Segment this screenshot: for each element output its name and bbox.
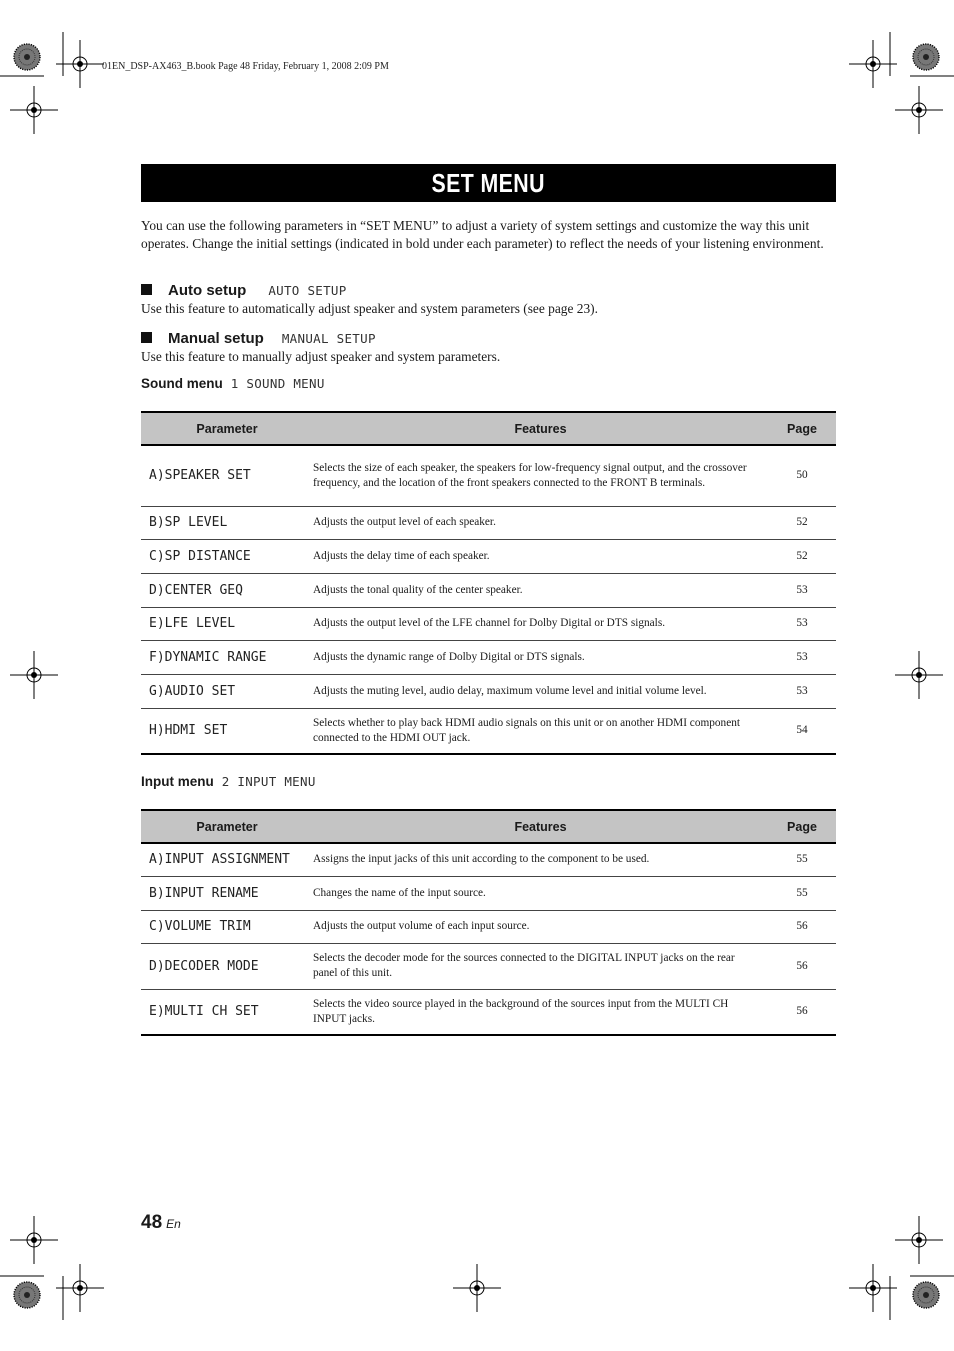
parameter-cell: A)INPUT ASSIGNMENT: [141, 843, 313, 876]
table-row: [141, 640, 836, 674]
parameter-cell: D)CENTER GEQ: [141, 573, 313, 607]
registration-target-icon: [913, 44, 939, 70]
header-page: Page: [768, 810, 836, 843]
registration-target-icon: [14, 44, 40, 70]
page-cell: 55: [768, 876, 836, 910]
sound-menu-title: Sound menu: [141, 376, 223, 391]
auto-setup-heading: [141, 282, 347, 299]
page-number-value: 48: [141, 1212, 163, 1233]
parameter-cell: D)DECODER MODE: [141, 943, 313, 989]
parameter-cell: A)SPEAKER SET: [141, 445, 313, 506]
table-header-row: [141, 810, 836, 843]
table-row: [141, 539, 836, 573]
features-cell: Adjusts the tonal quality of the center speaker.: [313, 573, 768, 607]
sound-menu-heading: [141, 376, 325, 391]
page-cell: 53: [768, 573, 836, 607]
input-menu-table: [141, 809, 836, 1036]
parameter-cell: F)DYNAMIC RANGE: [141, 640, 313, 674]
parameter-cell: H)HDMI SET: [141, 708, 313, 754]
page-cell: 56: [768, 910, 836, 943]
header-parameter: Parameter: [141, 412, 313, 445]
header-features: Features: [313, 810, 768, 843]
page-number: [141, 1212, 181, 1234]
page-cell: 52: [768, 539, 836, 573]
parameter-cell: E)LFE LEVEL: [141, 607, 313, 640]
parameter-cell: C)VOLUME TRIM: [141, 910, 313, 943]
crosshair-icon: [10, 86, 58, 134]
crosshair-icon: [10, 651, 58, 699]
page-cell: 54: [768, 708, 836, 754]
manual-setup-title: Manual setup: [168, 330, 264, 347]
crosshair-icon: [453, 1264, 501, 1312]
page-cell: 53: [768, 640, 836, 674]
features-cell: Adjusts the dynamic range of Dolby Digital or DTS signals.: [313, 640, 768, 674]
features-cell: Adjusts the muting level, audio delay, maximum volume level and initial volume level.: [313, 674, 768, 708]
manual-setup-text: Use this feature to manually adjust speaker and system parameters.: [141, 349, 501, 364]
manual-setup-display: MANUAL SETUP: [281, 331, 376, 346]
crosshair-icon: [895, 1216, 943, 1264]
parameter-cell: B)INPUT RENAME: [141, 876, 313, 910]
input-menu-heading: [141, 774, 316, 789]
page-language: En: [166, 1217, 181, 1231]
table-row: [141, 843, 836, 876]
table-row: [141, 674, 836, 708]
registration-target-icon: [913, 1282, 939, 1308]
page-cell: 52: [768, 506, 836, 539]
page-cell: 53: [768, 607, 836, 640]
features-cell: Adjusts the output level of the LFE channel for Dolby Digital or DTS signals.: [313, 607, 768, 640]
features-cell: Adjusts the output level of each speaker.: [313, 506, 768, 539]
square-bullet-icon: [141, 284, 152, 295]
page-cell: 56: [768, 989, 836, 1035]
header-page: Page: [768, 412, 836, 445]
book-info-header: 01EN_DSP-AX463_B.book Page 48 Friday, February 1, 2008 2:09 PM: [102, 61, 389, 72]
features-cell: Selects whether to play back HDMI audio signals on this unit or on another HDMI component connected to the HDMI OUT jack.: [313, 708, 768, 754]
table-row: [141, 876, 836, 910]
table-header-row: [141, 412, 836, 445]
registration-target-icon: [14, 1282, 40, 1308]
page-title: [141, 164, 836, 202]
manual-setup-heading: [141, 330, 376, 347]
parameter-cell: C)SP DISTANCE: [141, 539, 313, 573]
crosshair-icon: [10, 1216, 58, 1264]
table-row: [141, 943, 836, 989]
table-row: [141, 708, 836, 754]
intro-paragraph: You can use the following parameters in “SET MENU” to adjust a variety of system settings and customize the way this unit operates. Change the initial settings (indicated in bold under each parameter) to reflect the needs of your listening environment.: [141, 218, 824, 251]
header-features: Features: [313, 412, 768, 445]
features-cell: Adjusts the delay time of each speaker.: [313, 539, 768, 573]
sound-menu-table: [141, 411, 836, 755]
page-title-text: SET MENU: [431, 167, 546, 198]
crosshair-icon: [895, 651, 943, 699]
auto-setup-title: Auto setup: [168, 282, 247, 299]
input-menu-display: 2 INPUT MENU: [221, 774, 316, 789]
table-row: [141, 607, 836, 640]
auto-setup-display: AUTO SETUP: [268, 283, 347, 298]
input-menu-title: Input menu: [141, 774, 214, 789]
table-row: [141, 910, 836, 943]
parameter-cell: B)SP LEVEL: [141, 506, 313, 539]
table-row: [141, 445, 836, 506]
parameter-cell: E)MULTI CH SET: [141, 989, 313, 1035]
features-cell: Changes the name of the input source.: [313, 876, 768, 910]
header-parameter: Parameter: [141, 810, 313, 843]
features-cell: Selects the decoder mode for the sources connected to the DIGITAL INPUT jacks on the rear panel of this unit.: [313, 943, 768, 989]
square-bullet-icon: [141, 332, 152, 343]
table-row: [141, 573, 836, 607]
table-row: [141, 506, 836, 539]
crosshair-icon: [895, 86, 943, 134]
features-cell: Selects the size of each speaker, the speakers for low-frequency signal output, and the crossover frequency, and the location of the front speakers connected to the FRONT B terminals.: [313, 445, 768, 506]
page-cell: 55: [768, 843, 836, 876]
table-row: [141, 989, 836, 1035]
features-cell: Selects the video source played in the background of the sources input from the MULTI CH INPUT jacks.: [313, 989, 768, 1035]
page-cell: 53: [768, 674, 836, 708]
page-cell: 50: [768, 445, 836, 506]
features-cell: Assigns the input jacks of this unit according to the component to be used.: [313, 843, 768, 876]
auto-setup-text: Use this feature to automatically adjust speaker and system parameters (see page 23).: [141, 301, 598, 316]
parameter-cell: G)AUDIO SET: [141, 674, 313, 708]
sound-menu-display: 1 SOUND MENU: [230, 376, 325, 391]
features-cell: Adjusts the output volume of each input source.: [313, 910, 768, 943]
page-cell: 56: [768, 943, 836, 989]
